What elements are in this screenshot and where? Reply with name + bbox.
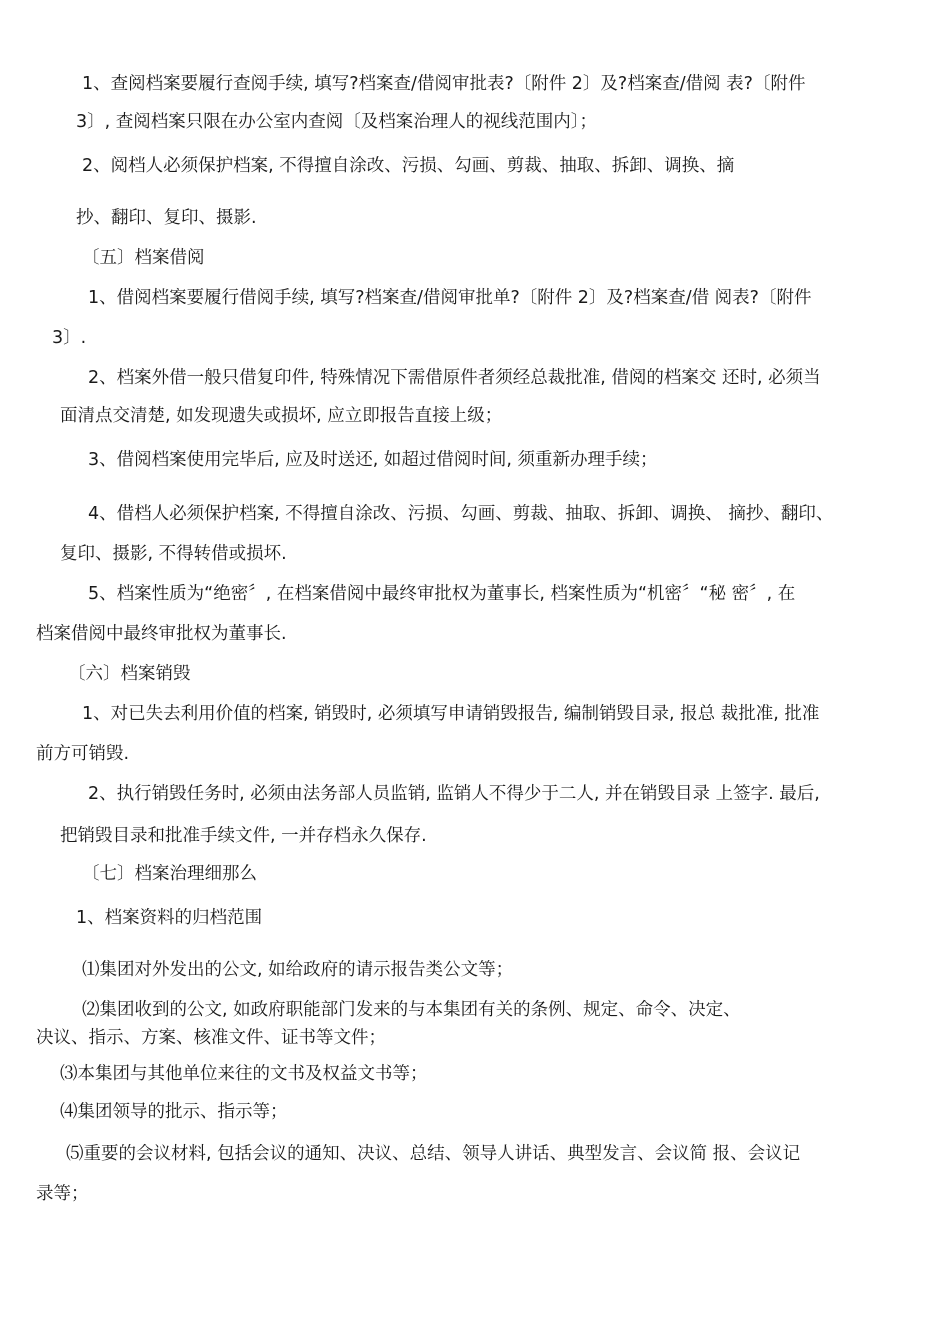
text-line: 抄、翻印、复印、摄影.	[76, 208, 257, 228]
text-line: 2、执行销毁任务时, 必须由法务部人员监销, 监销人不得少于二人, 并在销毁目录 上签字. 最后,	[88, 784, 820, 804]
text-line: 把销毁目录和批准手续文件, 一并存档永久保存.	[60, 826, 427, 846]
text-line: 录等；	[36, 1184, 89, 1204]
text-line: 3〕, 查阅档案只限在办公室内查阅〔及档案治理人的视线范围内〕；	[76, 112, 598, 132]
text-line: 4、借档人必须保护档案, 不得擅自涂改、污损、勾画、剪裁、抽取、拆卸、调换、 摘抄、翻印、	[88, 504, 834, 524]
text-line: 2、阅档人必须保护档案, 不得擅自涂改、污损、勾画、剪裁、抽取、拆卸、调换、摘	[82, 156, 735, 176]
text-line: ⑵集团收到的公文, 如政府职能部门发来的与本集团有关的条例、规定、命令、决定、	[82, 1000, 741, 1020]
text-line: ⑶本集团与其他单位来往的文书及权益文书等；	[60, 1064, 428, 1084]
text-line: ⑸重要的会议材料, 包括会议的通知、决议、总结、领导人讲话、典型发言、会议简 报、会议记	[66, 1144, 801, 1164]
text-line: 复印、摄影, 不得转借或损坏.	[60, 544, 287, 564]
text-line: 面清点交清楚, 如发现遗失或损坏, 应立即报告直接上级；	[60, 406, 503, 426]
text-line: ⑷集团领导的批示、指示等；	[60, 1102, 288, 1122]
text-line: 1、对已失去利用价值的档案, 销毁时, 必须填写申请销毁报告, 编制销毁目录, 报总 裁批准, 批准	[82, 704, 820, 724]
text-line: 档案借阅中最终审批权为董事长.	[36, 624, 287, 644]
text-line: 决议、指示、方案、核准文件、证书等文件；	[36, 1028, 386, 1048]
text-line: ⑴集团对外发出的公文, 如给政府的请示报告类公文等；	[82, 960, 514, 980]
text-line: 1、查阅档案要履行查阅手续, 填写?档案查/借阅审批表?〔附件 2〕及?档案查/借阅 表?〔附件	[82, 74, 806, 94]
text-line: 3、借阅档案使用完毕后, 应及时送还, 如超过借阅时间, 须重新办理手续；	[88, 450, 658, 470]
section-heading: 〔七〕档案治理细那么	[82, 864, 257, 884]
text-line: 3〕.	[52, 328, 87, 348]
text-line: 1、借阅档案要履行借阅手续, 填写?档案查/借阅审批单?〔附件 2〕及?档案查/借 阅表?〔附件	[88, 288, 812, 308]
text-line: 5、档案性质为“绝密〞, 在档案借阅中最终审批权为董事长, 档案性质为“机密〞“秘 密〞, 在	[88, 584, 796, 604]
section-heading: 〔五〕档案借阅	[82, 248, 205, 268]
text-line: 1、档案资料的归档范围	[76, 908, 263, 928]
text-line: 前方可销毁.	[36, 744, 130, 764]
section-heading: 〔六〕档案销毁	[68, 664, 191, 684]
text-line: 2、档案外借一般只借复印件, 特殊情况下需借原件者须经总裁批准, 借阅的档案交 还时, 必须当	[88, 368, 821, 388]
